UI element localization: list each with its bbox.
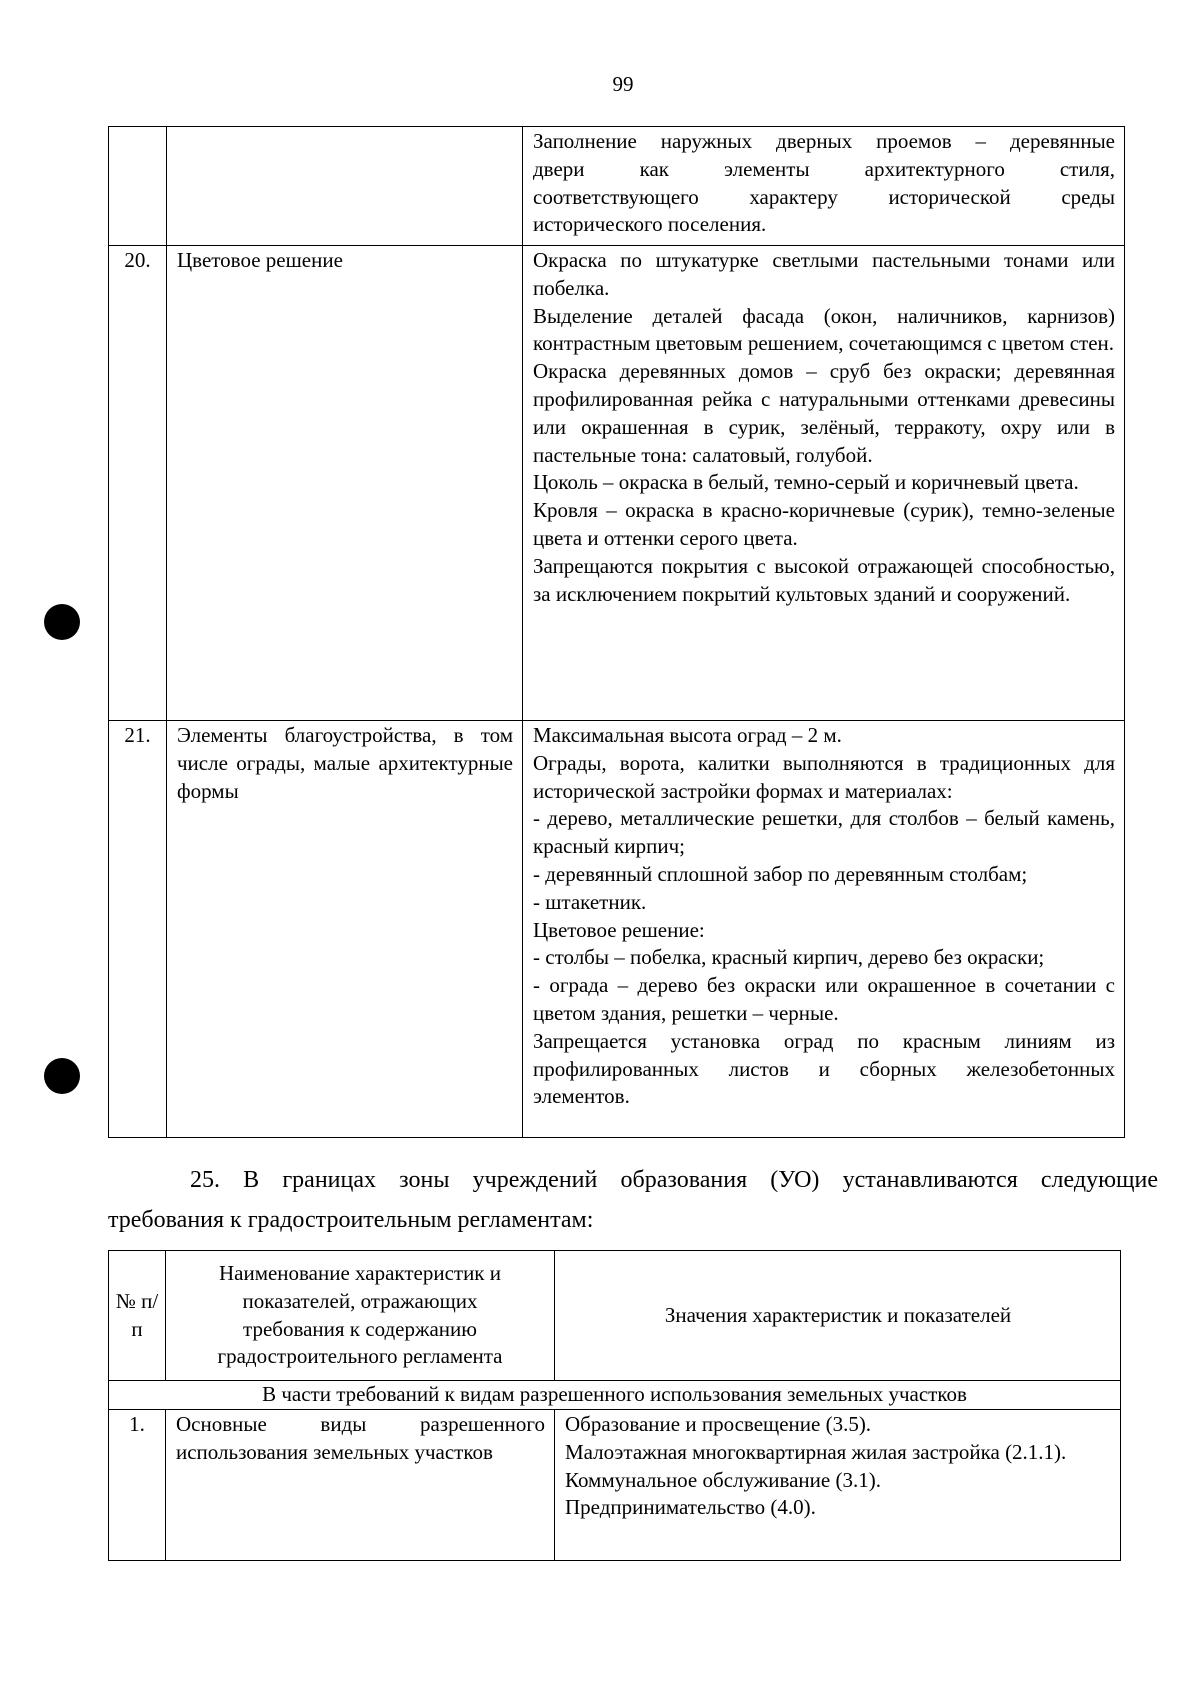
- value-paragraph: Цоколь – окраска в белый, темно-серый и коричневый цвета.: [533, 470, 1079, 495]
- row-name-cell: [166, 1410, 555, 1561]
- header-number: № п/п: [109, 1251, 166, 1381]
- row-value-cell: [523, 127, 1125, 246]
- value-paragraph: Цветовое решение:: [533, 917, 705, 942]
- text-line: исторического поселения.: [533, 212, 767, 237]
- value-paragraph: Ограды, ворота, калитки выполняются в традиционных для исторической застройки формах и материалах:: [533, 750, 1115, 803]
- row-number-cell: 1.: [109, 1410, 166, 1561]
- row-value-cell: [523, 246, 1125, 721]
- text-line: двери как элементы архитектурного стиля,: [533, 156, 1115, 181]
- row-name-cell: [167, 127, 523, 246]
- value-paragraph: Окраска по штукатурке светлыми пастельными тонами или побелка.: [533, 248, 1115, 300]
- value-paragraph: - деревянный сплошной забор по деревянным столбам;: [533, 861, 1028, 886]
- punch-hole-mark: [44, 1058, 80, 1094]
- table-header-row: [109, 1251, 1121, 1381]
- row-name-cell: Цветовое решение: [167, 246, 523, 721]
- header-name: Наименование характеристик и показателей, отражающих требования к содержанию градостроительного регламента: [166, 1251, 555, 1381]
- table-row: [109, 721, 1125, 1138]
- row-name-cell: [167, 721, 523, 1138]
- requirements-table-continued: [108, 126, 1125, 1138]
- row-number-cell: [109, 127, 167, 246]
- value-paragraph: - дерево, металлические решетки, для столбов – белый камень, красный кирпич;: [533, 806, 1115, 859]
- page-number: 99: [612, 72, 634, 96]
- value-paragraph: Выделение деталей фасада (окон, наличников, карнизов) контрастным цветовым решением, сочетающимся с цветом стен.: [533, 303, 1115, 356]
- value-paragraph: Максимальная высота оград – 2 м.: [533, 723, 842, 747]
- value-paragraph: Окраска деревянных домов – сруб без окраски; деревянная профилированная рейка с натуральными оттенками древесины или окрашенная в сурик, зелёный, терракоту, охру или в пастельные тона: салатовый, голубой.: [533, 359, 1115, 467]
- section-row: [109, 1381, 1121, 1410]
- row-value-cell: [523, 721, 1125, 1138]
- paragraph-line: требования к градостроительным регламентам:: [108, 1207, 594, 1233]
- value-paragraph: Малоэтажная многоквартирная жилая застройка (2.1.1).: [565, 1439, 1067, 1464]
- value-paragraph: Кровля – окраска в красно-коричневые (сурик), темно-зеленые цвета и оттенки серого цвета.: [533, 498, 1115, 550]
- table-row: [109, 1410, 1121, 1561]
- value-paragraph: Запрещаются покрытия с высокой отражающей способностью, за исключением покрытий культовых зданий и сооружений.: [533, 553, 1115, 606]
- punch-hole-mark: [44, 604, 80, 640]
- value-paragraph: Коммунальное обслуживание (3.1).: [565, 1467, 881, 1492]
- value-paragraph: Предпринимательство (4.0).: [565, 1495, 816, 1520]
- section-title: В части требований к видам разрешенного использования земельных участков: [109, 1381, 1121, 1410]
- text-line: соответствующего характеру исторической среды: [533, 184, 1115, 209]
- value-paragraph: Образование и просвещение (3.5).: [565, 1412, 872, 1436]
- header-value: Значения характеристик и показателей: [555, 1251, 1121, 1381]
- text-line: Заполнение наружных дверных проемов – деревянные: [533, 129, 1115, 153]
- row-value-cell: [555, 1410, 1121, 1561]
- value-paragraph: - штакетник.: [533, 889, 647, 914]
- row-number-cell: 20.: [109, 246, 167, 721]
- table-row: [109, 246, 1125, 721]
- paragraph-line: 25. В границах зоны учреждений образования (УО) устанавливаются следующие: [190, 1167, 1158, 1193]
- name-paragraph: Основные виды разрешенного использования земельных участков: [176, 1412, 545, 1464]
- row-number-cell: 21.: [109, 721, 167, 1138]
- name-paragraph: Элементы благоустройства, в том числе ограды, малые архитектурные формы: [177, 723, 513, 803]
- section-paragraph: [108, 1160, 1158, 1240]
- value-paragraph: - ограда – дерево без окраски или окрашенное в сочетании с цветом здания, решетки – черные.: [533, 973, 1115, 1025]
- value-paragraph: Запрещается установка оград по красным линиям из профилированных листов и сборных железобетонных элементов.: [533, 1028, 1115, 1109]
- table-row: [109, 127, 1125, 246]
- zone-requirements-table: [108, 1250, 1121, 1561]
- value-paragraph: - столбы – побелка, красный кирпич, дерево без окраски;: [533, 945, 1045, 970]
